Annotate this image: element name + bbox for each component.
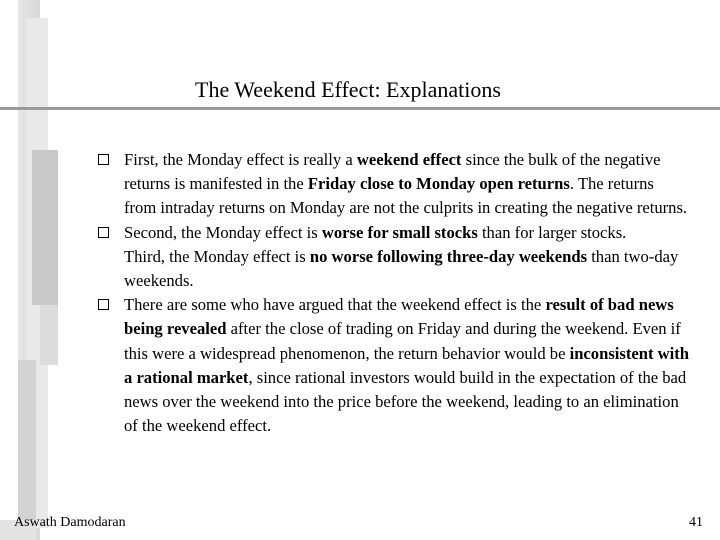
bullet-text: than two-day weekends.	[124, 246, 679, 291]
bullet-item	[124, 245, 690, 293]
footer-author: Aswath Damodaran	[14, 515, 126, 530]
emphasis-text: worse for small stocks	[321, 222, 478, 242]
bullet-text: . The returns from intraday returns on Monday are not the culprits in creating the negative returns.	[124, 174, 688, 218]
bullet-text: after the close of trading on Friday and during the weekend. Even if this were a widespread phenomenon, the return behavior would be	[124, 319, 681, 363]
bullet-text: since the bulk of the negative returns is manifested in the	[124, 150, 661, 194]
bullet-item	[124, 293, 690, 438]
bullet-marker-icon	[98, 299, 109, 310]
bullet-text: First, the Monday effect is really a	[124, 150, 357, 169]
bullet-item	[124, 221, 690, 245]
bullet-text: There are some who have argued that the weekend effect is the	[124, 295, 546, 315]
slide-title: The Weekend Effect: Explanations	[195, 77, 501, 102]
bullet-marker-icon	[98, 227, 109, 238]
page-number: 41	[689, 515, 703, 530]
bullet-item	[124, 148, 690, 221]
decorative-bar	[18, 360, 36, 520]
title-divider	[0, 107, 720, 110]
bullet-text: than for larger stocks.	[477, 222, 627, 242]
bullet-text: Third, the Monday effect is	[124, 246, 310, 266]
emphasis-text: no worse following three-day weekends	[309, 246, 588, 266]
emphasis-text: inconsistent with a rational market	[124, 343, 689, 387]
bullet-marker-icon	[98, 154, 109, 165]
bullet-list	[124, 148, 690, 438]
bullet-text: Second, the Monday effect is	[124, 222, 322, 242]
emphasis-text: Friday close to Monday open returns	[307, 174, 570, 194]
decorative-bar	[32, 150, 58, 305]
decorative-bar	[40, 305, 58, 365]
emphasis-text: result of bad news being revealed	[124, 295, 674, 339]
bullet-text: , since rational investors would build in the expectation of the bad news over the weekend into the price before the weekend, leading to an elimination of the weekend effect.	[124, 367, 687, 436]
emphasis-text: weekend effect	[356, 150, 462, 169]
